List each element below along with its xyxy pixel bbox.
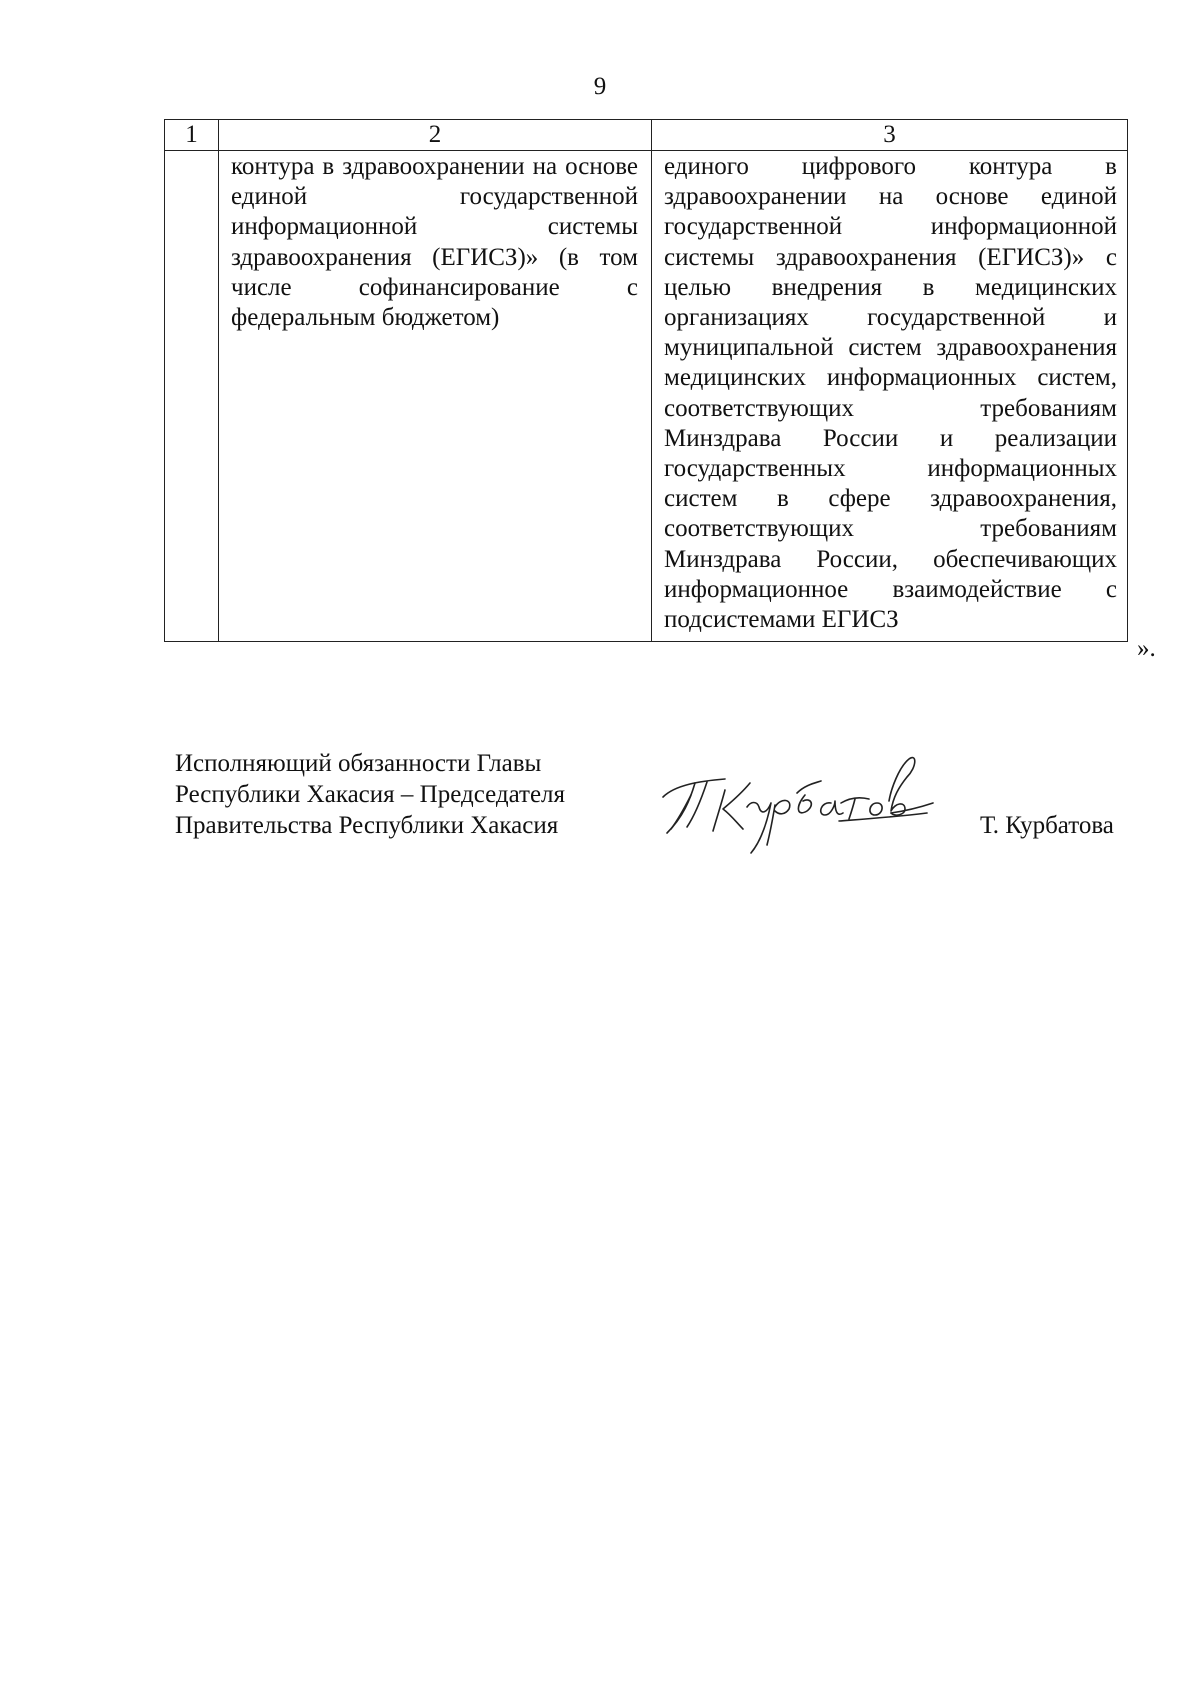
- handwritten-signature: [655, 745, 935, 855]
- table-cell-col1: [165, 151, 219, 642]
- cell-text-col2: контура в здравоохранении на основе единой государственной информационной системы здравоохранения (ЕГИСЗ)» (в том числе софинансирование с федеральным бюджетом): [231, 153, 638, 332]
- table-cell-col3: [652, 151, 1128, 642]
- signatory-title-line: Республики Хакасия – Председателя: [175, 781, 566, 808]
- column-header-1: 1: [165, 120, 219, 151]
- signatory-title-line: Правительства Республики Хакасия: [175, 812, 559, 839]
- page-number: 9: [593, 73, 607, 100]
- signatory-title-line: Исполняющий обязанности Главы: [175, 750, 542, 777]
- document-table: [164, 119, 1128, 642]
- table-cell-col2: [219, 151, 652, 642]
- cell-text-col3: единого цифрового контура в здравоохранении на основе единой государственной информационной системы здравоохранения (ЕГИСЗ)» с целью внедрения в медицинских организациях государственной и муниципальной систем здравоохранения медицинских информационных систем, соответствующих требованиям Минздрава России и реализации государственных информационных систем в сфере здравоохранения, соответствующих требованиям Минздрава России, обеспечивающих информационное взаимодействие с подсистемами ЕГИСЗ: [664, 153, 1117, 634]
- column-header-3: 3: [652, 120, 1128, 151]
- signer-name: Т. Курбатова: [980, 812, 1114, 839]
- column-header-2: 2: [219, 120, 652, 151]
- signatory-title: [175, 748, 565, 841]
- closing-quote: ».: [1137, 635, 1156, 662]
- table-header-row: [165, 120, 1128, 151]
- table-row: [165, 151, 1128, 642]
